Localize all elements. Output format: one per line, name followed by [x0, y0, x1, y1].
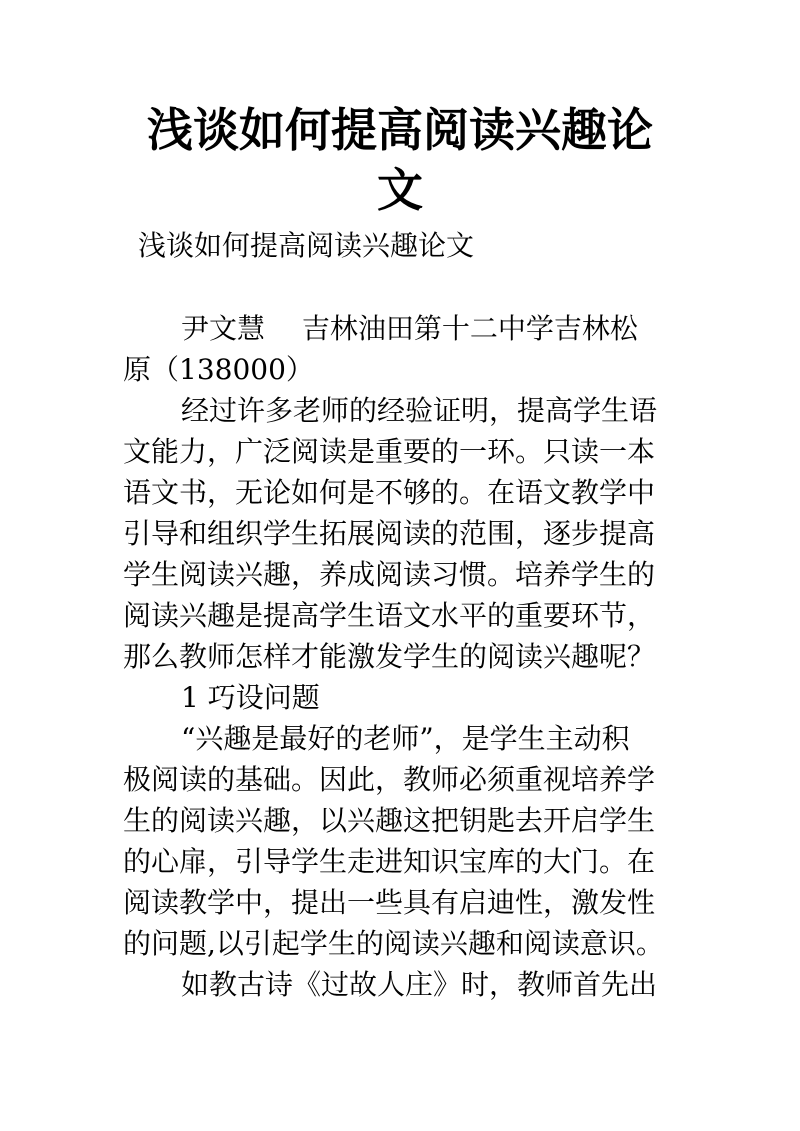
body-line: 语文书，无论如何是不够的。在语文教学中 — [123, 476, 656, 509]
body-line: 的心扉，引导学生走进知识宝库的大门。在 — [123, 845, 656, 878]
title-line-1: 浅谈如何提高阅读兴趣论 — [147, 103, 653, 157]
body-line: 1 巧设问题 — [181, 681, 320, 714]
body-line: 阅读教学中，提出一些具有启迪性，激发性 — [123, 886, 656, 919]
body-line: 生的阅读兴趣，以兴趣这把钥匙去开启学生 — [123, 804, 656, 837]
document-title — [120, 100, 680, 220]
body-line: 文能力，广泛阅读是重要的一环。只读一本 — [123, 435, 656, 468]
body-line: 尹文慧 吉林油田第十二中学吉林松 — [181, 312, 638, 345]
body-line: 经过许多老师的经验证明，提高学生语 — [181, 394, 658, 427]
body-line: 那么教师怎样才能激发学生的阅读兴趣呢？ — [123, 640, 656, 673]
title-line-2: 文 — [377, 163, 423, 217]
document-subtitle: 浅谈如何提高阅读兴趣论文 — [138, 229, 475, 262]
body-line: 原（138000） — [123, 353, 314, 386]
body-line: 学生阅读兴趣，养成阅读习惯。培养学生的 — [123, 558, 656, 591]
body-line: 的问题,以引起学生的阅读兴趣和阅读意识。 — [123, 927, 664, 960]
document-body — [123, 308, 683, 1005]
body-line: 极阅读的基础。因此，教师必须重视培养学 — [123, 763, 656, 796]
body-line: 如教古诗《过故人庄》时，教师首先出 — [181, 968, 658, 1001]
body-line: 阅读兴趣是提高学生语文水平的重要环节， — [123, 599, 656, 632]
body-line: 引导和组织学生拓展阅读的范围，逐步提高 — [123, 517, 656, 550]
body-line: “兴趣是最好的老师”，是学生主动积 — [181, 722, 630, 755]
